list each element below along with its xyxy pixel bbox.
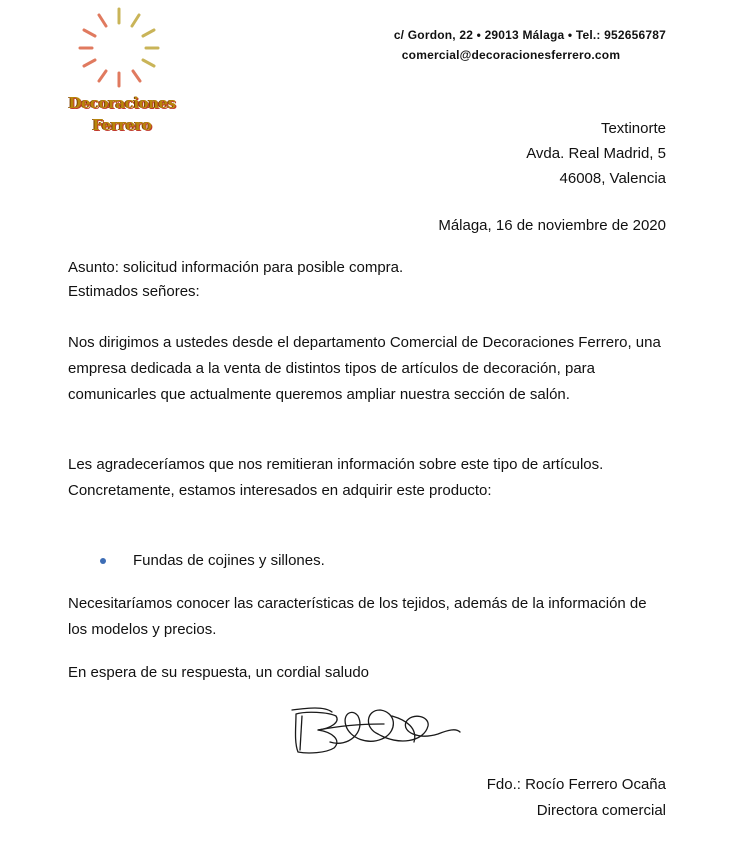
recipient-address — [526, 116, 666, 191]
recipient-name: Textinorte — [600, 120, 666, 137]
signed-by: Fdo.: Rocío Ferrero Ocaña — [486, 776, 666, 793]
letter-date: Málaga, 16 de noviembre de 2020 — [438, 217, 666, 234]
subject-line: Asunto: solicitud información para posible compra. — [68, 259, 404, 276]
signature-block — [487, 772, 666, 824]
logo-name-line2: Ferrero — [92, 116, 152, 134]
paragraph-2: Les agradeceríamos que nos remitieran información sobre este tipo de artículos. Concretamente, estamos interesados en adquirir este producto: — [68, 456, 604, 499]
company-logo — [62, 6, 182, 141]
paragraph-1: Nos dirigimos a ustedes desde el departamento Comercial de Decoraciones Ferrero, una empresa dedicada a la venta de distintos tipos de artículos de decoración, para comunicarles que actualmente queremos ampliar nuestra sección de salón. — [68, 334, 661, 403]
recipient-street: Avda. Real Madrid, 5 — [526, 145, 666, 162]
greeting: Estimados señores: — [68, 283, 200, 300]
handwritten-signature — [288, 702, 468, 767]
logo-name-line1: Decoraciones — [68, 94, 176, 112]
company-email: comercial@decoracionesferrero.com — [401, 48, 621, 62]
bullet-item-text: Fundas de cojines y sillones. — [133, 552, 325, 569]
paragraph-3: Necesitaríamos conocer las características de los tejidos, además de la información de los modelos y precios. — [68, 595, 647, 638]
signer-title: Directora comercial — [536, 802, 666, 819]
bullet-dot-icon — [100, 558, 106, 564]
company-contact — [356, 25, 666, 65]
bullet-list-item — [100, 549, 325, 573]
recipient-city: 46008, Valencia — [559, 170, 666, 187]
company-address-phone: c/ Gordon, 22 • 29013 Málaga • Tel.: 952656787 — [393, 28, 666, 42]
closing-paragraph: En espera de su respuesta, un cordial saludo — [68, 664, 370, 681]
subject-block — [68, 256, 668, 304]
logo-company-name — [62, 92, 182, 136]
sunburst-logo-icon — [72, 6, 172, 98]
